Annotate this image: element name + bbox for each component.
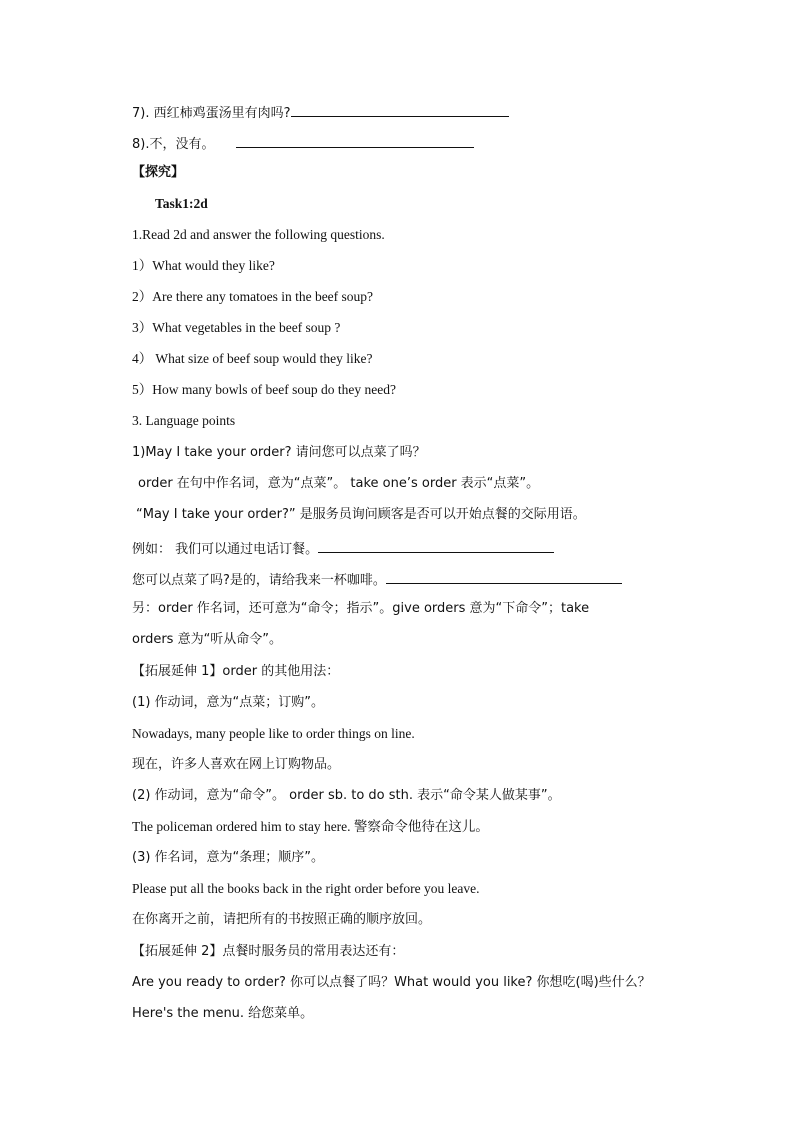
answer-blank-example-1[interactable]: [318, 538, 554, 553]
waiter-expression-2: Here's the menu. 给您菜单。: [132, 1006, 314, 1021]
usage-3: (3) 作名词，意为“条理；顺序”。: [132, 850, 325, 865]
question-7-text: 7). 西红柿鸡蛋汤里有肉吗?: [132, 106, 291, 121]
example-1-line: [132, 538, 554, 559]
may-i-explanation: “May I take your order?” 是服务员询问顾客是否可以开始点餐的交际用语。: [136, 507, 586, 522]
extension-1-heading: 【拓展延伸 1】order 的其他用法：: [132, 664, 340, 679]
usage-2: (2) 作动词，意为“命令”。 order sb. to do sth. 表示“命令某人做某事”。: [132, 788, 561, 803]
answer-blank-8[interactable]: [236, 133, 474, 148]
example-2-line: [132, 569, 622, 590]
question-8-text: 8).不，没有。: [132, 137, 215, 152]
usage-3-chinese: 在你离开之前，请把所有的书按照正确的顺序放回。: [132, 912, 432, 927]
waiter-expression-1: Are you ready to order? 你可以点餐了吗？What would you like? 你想吃(喝)些什么？: [132, 975, 651, 990]
also-line-2: orders 意为“听从命令”。: [132, 632, 283, 647]
order-explanation: order 在句中作名词，意为“点菜”。 take one’s order 表示“点菜”。: [138, 476, 540, 491]
question-4: 4） What size of beef soup would they like?: [132, 351, 373, 366]
extension-2-heading: 【拓展延伸 2】点餐时服务员的常用表达还有：: [132, 944, 405, 959]
example-2-text: 您可以点菜了吗?是的，请给我来一杯咖啡。: [132, 573, 386, 588]
question-2: 2）Are there any tomatoes in the beef soup?: [132, 289, 374, 304]
usage-3-english: Please put all the books back in the right order before you leave.: [132, 881, 480, 896]
question-5: 5）How many bowls of beef soup do they need?: [132, 382, 396, 397]
point-1: 1)May I take your order? 请问您可以点菜了吗？: [132, 445, 426, 460]
question-3: 3）What vegetables in the beef soup ?: [132, 320, 341, 335]
usage-2-english: The policeman ordered him to stay here. 警察命令他待在这儿。: [132, 819, 489, 834]
task-heading: Task1:2d: [155, 196, 208, 211]
example-1-text: 例如： 我们可以通过电话订餐。: [132, 542, 319, 557]
answer-blank-example-2[interactable]: [386, 569, 622, 584]
also-line-1: 另：order 作名词，还可意为“命令；指示”。give orders 意为“下命令”；take: [132, 601, 590, 616]
question-8-line: [132, 133, 474, 154]
explore-heading: 【探究】: [132, 165, 185, 180]
usage-1: (1) 作动词，意为“点菜；订购”。: [132, 695, 325, 710]
question-7-line: [132, 102, 509, 123]
question-1: 1）What would they like?: [132, 258, 275, 273]
usage-1-chinese: 现在，许多人喜欢在网上订购物品。: [132, 757, 341, 772]
answer-blank-7[interactable]: [291, 102, 509, 117]
language-points-heading: 3. Language points: [132, 413, 236, 428]
usage-1-english: Nowadays, many people like to order things on line.: [132, 726, 415, 741]
read-instruction: 1.Read 2d and answer the following questions.: [132, 227, 385, 242]
